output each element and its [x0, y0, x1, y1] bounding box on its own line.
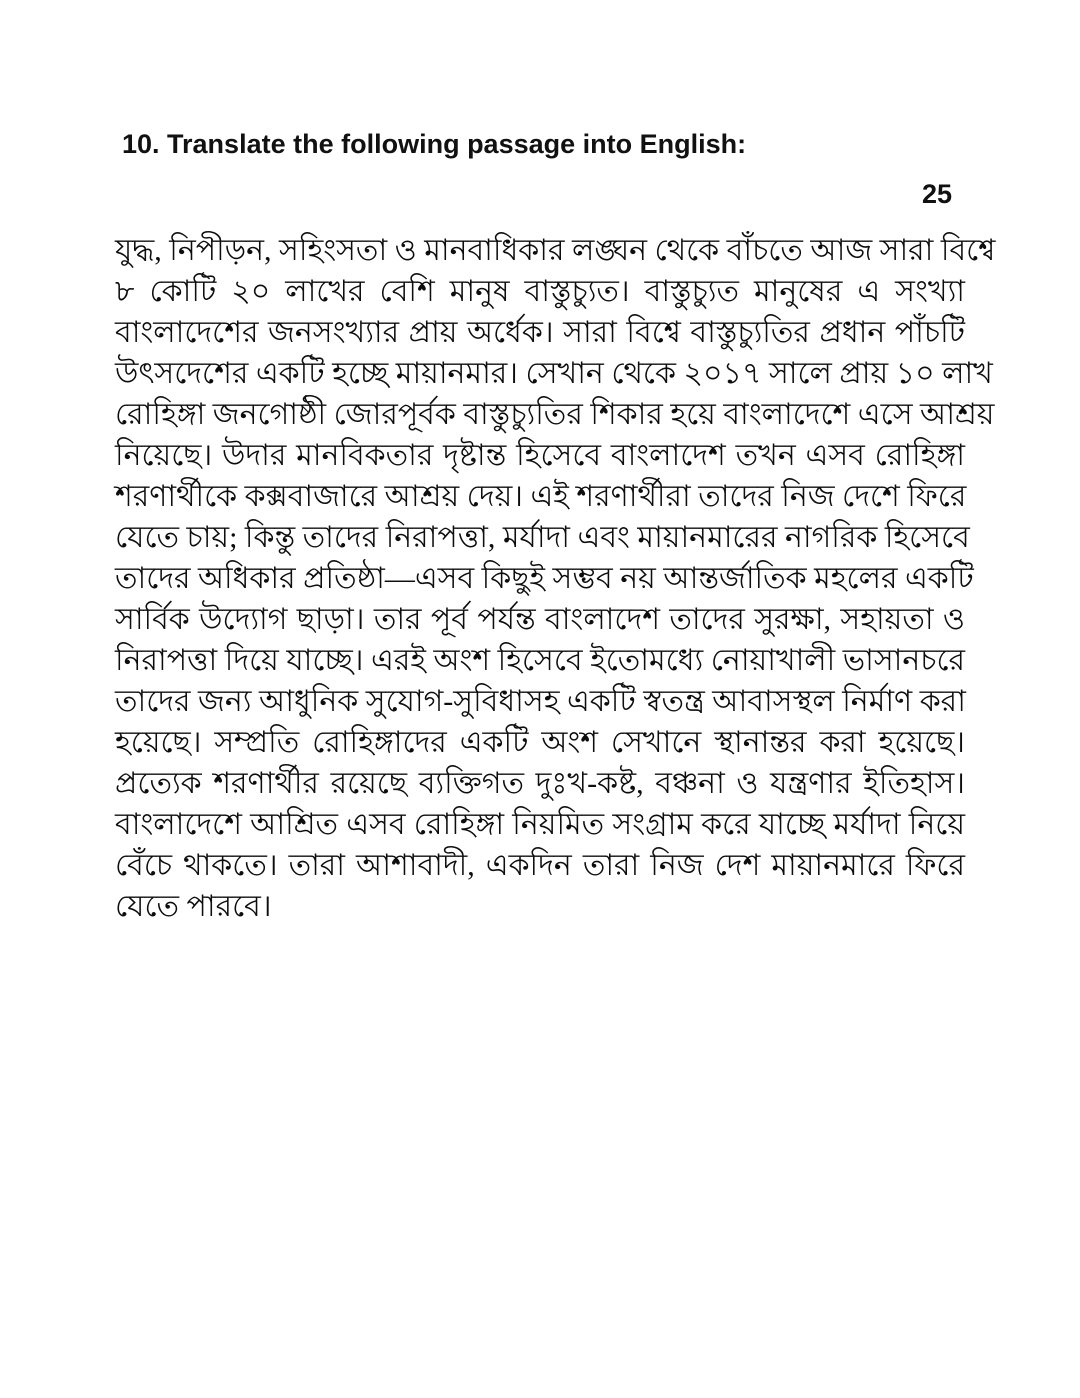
passage-line-8: যেতে চায়; কিন্তু তাদের নিরাপত্তা, মর্যাদা এবং মায়ানমারের নাগরিক হিসেবে	[115, 521, 970, 554]
passage-line-11: নিরাপত্তা দিয়ে যাচ্ছে। এরই অংশ হিসেবে ইতোমধ্যে নোয়াখালী ভাসানচরে	[115, 644, 965, 677]
passage-line-7: শরণার্থীকে কক্সবাজারে আশ্রয় দেয়। এই শরণার্থীরা তাদের নিজ দেশে ফিরে	[115, 480, 967, 513]
passage-line-1: যুদ্ধ, নিপীড়ন, সহিংসতা ও মানবাধিকার লঙ্ঘন থেকে বাঁচতে আজ সারা বিশ্বে	[115, 234, 996, 267]
passage-line-9: তাদের অধিকার প্রতিষ্ঠা––এসব কিছুই সম্ভব নয় আন্তর্জাতিক মহলের একটি	[115, 562, 974, 595]
passage-line-5: রোহিঙ্গা জনগোষ্ঠী জোরপূর্বক বাস্তুচ্যুতির শিকার হয়ে বাংলাদেশে এসে আশ্রয়	[115, 398, 995, 431]
passage-line-4: উৎসদেশের একটি হচ্ছে মায়ানমার। সেখান থেকে ২০১৭ সালে প্রায় ১০ লাখ	[115, 357, 993, 390]
passage-line-13: হয়েছে। সম্প্রতি রোহিঙ্গাদের একটি অংশ সেখানে স্থানান্তর করা হয়েছে।	[115, 726, 965, 759]
passage-line-3: বাংলাদেশের জনসংখ্যার প্রায় অর্ধেক। সারা বিশ্বে বাস্তুচ্যুতির প্রধান পাঁচটি	[115, 316, 965, 349]
marks-value: 25	[921, 179, 952, 209]
passage-line-2: ৮ কোটি ২০ লাখের বেশি মানুষ বাস্তুচ্যুত। বাস্তুচ্যুত মানুষের এ সংখ্যা	[115, 275, 965, 308]
passage-line-6: নিয়েছে। উদার মানবিকতার দৃষ্টান্ত হিসেবে বাংলাদেশ তখন এসব রোহিঙ্গা	[115, 439, 965, 472]
passage-line-12: তাদের জন্য আধুনিক সুযোগ-সুবিধাসহ একটি স্বতন্ত্র আবাসস্থল নির্মাণ করা	[115, 685, 966, 718]
passage-line-15: বাংলাদেশে আশ্রিত এসব রোহিঙ্গা নিয়মিত সংগ্রাম করে যাচ্ছে মর্যাদা নিয়ে	[115, 808, 965, 841]
passage-line-16: বেঁচে থাকতে। তারা আশাবাদী, একদিন তারা নিজ দেশ মায়ানমারে ফিরে	[115, 849, 965, 882]
question-heading: 10. Translate the following passage into English:	[122, 129, 747, 159]
passage-line-17: যেতে পারবে।	[115, 890, 272, 923]
passage-line-14: প্রত্যেক শরণার্থীর রয়েছে ব্যক্তিগত দুঃখ-কষ্ট, বঞ্চনা ও যন্ত্রণার ইতিহাস।	[115, 767, 965, 800]
passage	[115, 230, 996, 927]
passage-line-10: সার্বিক উদ্যোগ ছাড়া। তার পূর্ব পর্যন্ত বাংলাদেশ তাদের সুরক্ষা, সহায়তা ও	[115, 603, 965, 636]
